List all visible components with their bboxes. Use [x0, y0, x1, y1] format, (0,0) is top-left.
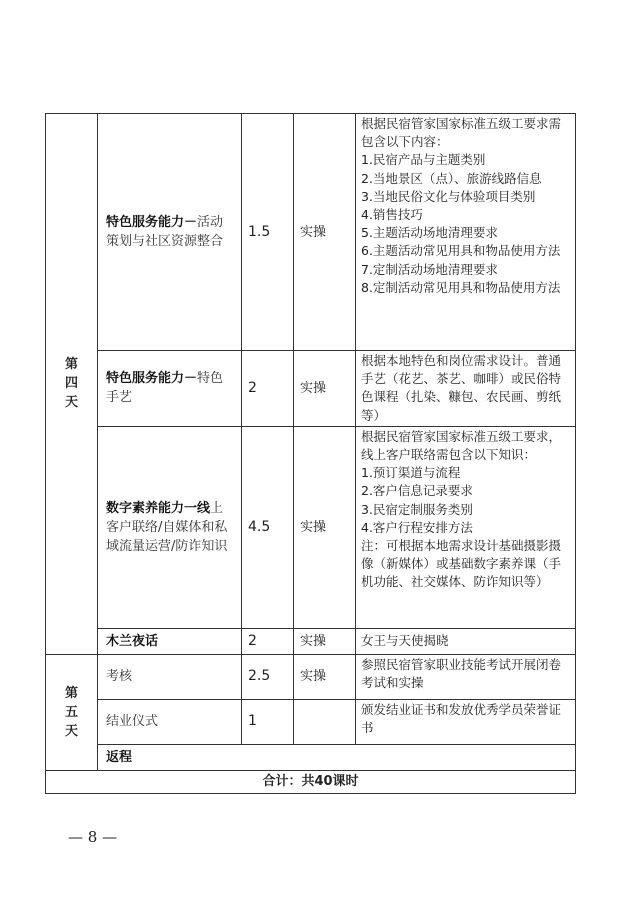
module-subtitle: 特色手艺 [106, 371, 224, 406]
content-line: 5.主题活动场地清理要求 [361, 225, 498, 241]
table-row [46, 351, 576, 427]
content-line: 根据民宿管家国家标准五级工要求，线上客户联络需包含以下知识： [361, 428, 562, 463]
content-line: 根据本地特色和岗位需求设计。普通手艺（花艺、茶艺、咖啡）或民俗特色课程（扎染、糠包、农民画、剪纸等） [361, 353, 562, 423]
content-line: 6.主题活动常见用具和物品使用方法 [361, 243, 561, 259]
content-line: 7.定制活动场地清理要求 [361, 261, 498, 277]
type-cell: 实操 [294, 628, 356, 654]
module-subtitle: 活动策划与社区资源整合 [106, 215, 224, 249]
content-cell [356, 426, 576, 628]
day-label-4 [46, 114, 98, 655]
table-row [46, 426, 576, 628]
table-row [46, 114, 576, 351]
page-number: — 8 — [68, 828, 118, 846]
module-title: 特色服务能力－ [106, 371, 198, 387]
day-label-5 [46, 654, 98, 770]
table-row [46, 628, 576, 654]
content-line: 颁发结业证书和发放优秀学员荣誉证书 [361, 701, 562, 736]
type-cell: 实操 [294, 426, 356, 628]
content-cell [356, 351, 576, 427]
module-cell [98, 628, 242, 654]
table-row [46, 744, 576, 770]
type-cell [294, 699, 356, 744]
total-hours: 合计：共40课时 [46, 770, 576, 793]
table-row [46, 654, 576, 699]
content-cell [356, 114, 576, 351]
content-cell [356, 654, 576, 699]
module-title: 特色服务能力－ [106, 215, 198, 230]
content-line: 根据民宿管家国家标准五级工要求需包含以下内容： [361, 116, 562, 150]
table-row [46, 770, 576, 793]
module-subtitle: 上客户联络/自媒体和私域流量运营/防诈知识 [106, 500, 228, 554]
type-cell: 实操 [294, 114, 356, 351]
hours-cell: 2 [242, 351, 294, 427]
hours-cell: 1 [242, 699, 294, 744]
hours-cell: 4.5 [242, 426, 294, 628]
hours-cell: 2 [242, 628, 294, 654]
module-subtitle: 考核 [106, 669, 133, 685]
type-cell: 实操 [294, 351, 356, 427]
content-line: 参照民宿管家职业技能考试开展闭卷考试和实操 [361, 656, 562, 691]
type-cell: 实操 [294, 654, 356, 699]
module-subtitle: 结业仪式 [106, 714, 159, 730]
content-line: 1.民宿产品与主题类别 [361, 152, 486, 168]
content-line: 2.客户信息记录要求 [361, 483, 473, 499]
hours-cell: 1.5 [242, 114, 294, 351]
schedule-table [45, 113, 576, 794]
module-cell [98, 426, 242, 628]
day-5-label: 第 五 天 [64, 685, 78, 739]
module-cell [98, 114, 242, 351]
module-cell [98, 699, 242, 744]
content-line: 8.定制活动常见用具和物品使用方法 [361, 279, 561, 295]
module-title: 数字素养能力一线 [106, 500, 211, 516]
day-4-label: 第 四 天 [64, 357, 78, 411]
content-line: 2.当地景区（点）、旅游线路信息 [361, 170, 542, 186]
content-line: 4.销售技巧 [361, 207, 423, 223]
module-cell [98, 654, 242, 699]
table-row [46, 699, 576, 744]
content-line: 4.客户行程安排方法 [361, 519, 473, 535]
content-cell [356, 628, 576, 654]
module-title: 返程 [106, 749, 133, 765]
module-cell [98, 351, 242, 427]
content-line: 1.预订渠道与流程 [361, 465, 461, 481]
content-line: 注：可根据本地需求设计基础摄影摄像（新媒体）或基础数字素养课（手机功能、社交媒体、防诈知识等） [361, 538, 562, 590]
content-cell [356, 699, 576, 744]
module-title: 木兰夜话 [106, 633, 159, 649]
content-line: 3.当地民俗文化与体验项目类别 [361, 188, 536, 204]
hours-cell: 2.5 [242, 654, 294, 699]
module-cell [98, 744, 576, 770]
content-line: 女王与天使揭晓 [361, 633, 449, 649]
content-line: 3.民宿定制服务类别 [361, 501, 473, 517]
